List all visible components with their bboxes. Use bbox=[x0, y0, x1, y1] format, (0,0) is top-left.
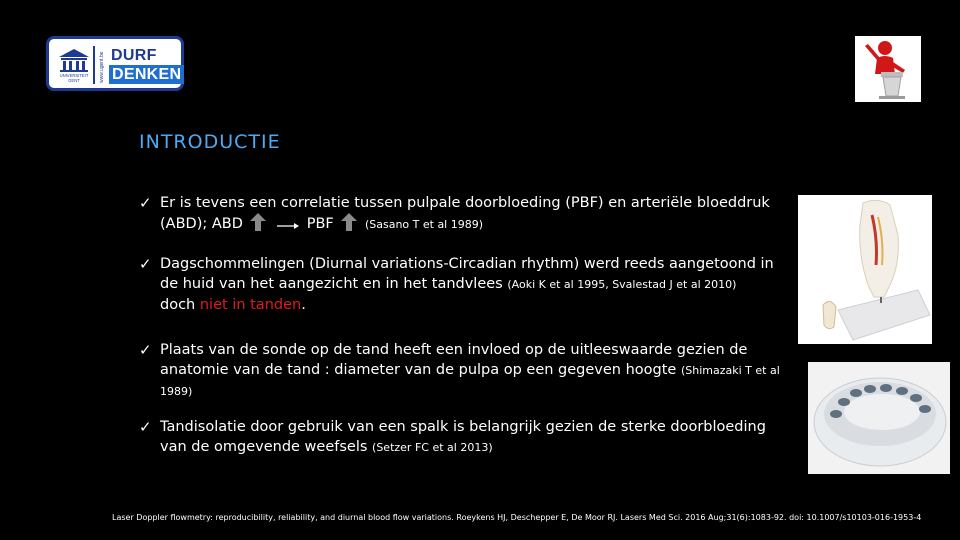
bullet-2-citation: (Aoki K et al 1995, Svalestad J et al 2010) bbox=[507, 278, 737, 291]
svg-text:www.ugent.be: www.ugent.be bbox=[99, 51, 105, 83]
checkmark-icon: ✓ bbox=[139, 341, 152, 359]
checkmark-icon: ✓ bbox=[139, 418, 152, 436]
logo-divider bbox=[93, 46, 95, 84]
university-building-icon bbox=[57, 47, 91, 83]
bullet-2-doch: doch bbox=[160, 297, 196, 313]
dental-splint-image bbox=[808, 362, 950, 474]
footer-reference: Laser Doppler flowmetry: reproducibility, reliability, and diurnal blood flow variations. Roeykens HJ, Deschepper E, De Moor RJ. Lasers Med Sci. 2016 Aug;31(6):1083-92. doi: 10.1007/s10103-016-1953-4 bbox=[112, 513, 922, 522]
logo-side-text bbox=[96, 45, 106, 85]
bullet-2 bbox=[139, 254, 789, 315]
checkmark-icon: ✓ bbox=[139, 194, 152, 212]
bullet-1-main: Er is tevens een correlatie tussen pulpale doorbloeding (PBF) en arteriële bloeddruk (ABD); ABD bbox=[160, 195, 770, 232]
bullet-3 bbox=[139, 340, 789, 402]
svg-text:UNIVERSITEIT: UNIVERSITEIT bbox=[59, 73, 89, 78]
bullet-1-text bbox=[160, 193, 789, 235]
bullet-4-citation: (Setzer FC et al 2013) bbox=[372, 441, 493, 454]
right-arrow-icon bbox=[277, 221, 299, 231]
logo-denken: DENKEN bbox=[109, 65, 184, 84]
bullet-2-period: . bbox=[301, 297, 306, 313]
bullet-4 bbox=[139, 417, 789, 458]
up-arrow-icon bbox=[250, 213, 266, 231]
bullet-2-highlight: niet in tanden bbox=[199, 297, 302, 313]
slide-title: INTRODUCTIE bbox=[139, 131, 281, 153]
bullet-1 bbox=[139, 193, 789, 235]
svg-text:GENT: GENT bbox=[68, 78, 80, 83]
speaker-at-podium-icon bbox=[855, 36, 921, 102]
bullet-1-citation: (Sasano T et al 1989) bbox=[364, 218, 484, 231]
bullet-3-text bbox=[160, 340, 789, 402]
bullet-2-main: Dagschommelingen (Diurnal variations-Circadian rhythm) werd reeds aangetoond in de huid van het aangezicht en in het tandvlees bbox=[160, 256, 774, 292]
bullet-3-main: Plaats van de sonde op de tand heeft een invloed op de uitleeswaarde gezien de anatomie van de tand : diameter van de pulpa op een gegeven hoogte bbox=[160, 342, 748, 378]
bullet-4-main: Tandisolatie door gebruik van een spalk is belangrijk gezien de sterke doorbloeding van de omgevende weefsels bbox=[160, 419, 766, 455]
bullet-4-text bbox=[160, 417, 789, 458]
up-arrow-icon bbox=[341, 213, 357, 231]
tooth-model-image bbox=[798, 195, 932, 344]
bullet-1-pbf: PBF bbox=[306, 216, 334, 232]
bullet-2-text bbox=[160, 254, 789, 315]
checkmark-icon: ✓ bbox=[139, 255, 152, 273]
logo-durf: DURF bbox=[111, 47, 157, 64]
bullet-3-citation: (Shimazaki T et al 1989) bbox=[160, 364, 780, 398]
durf-denken-logo bbox=[46, 36, 184, 91]
